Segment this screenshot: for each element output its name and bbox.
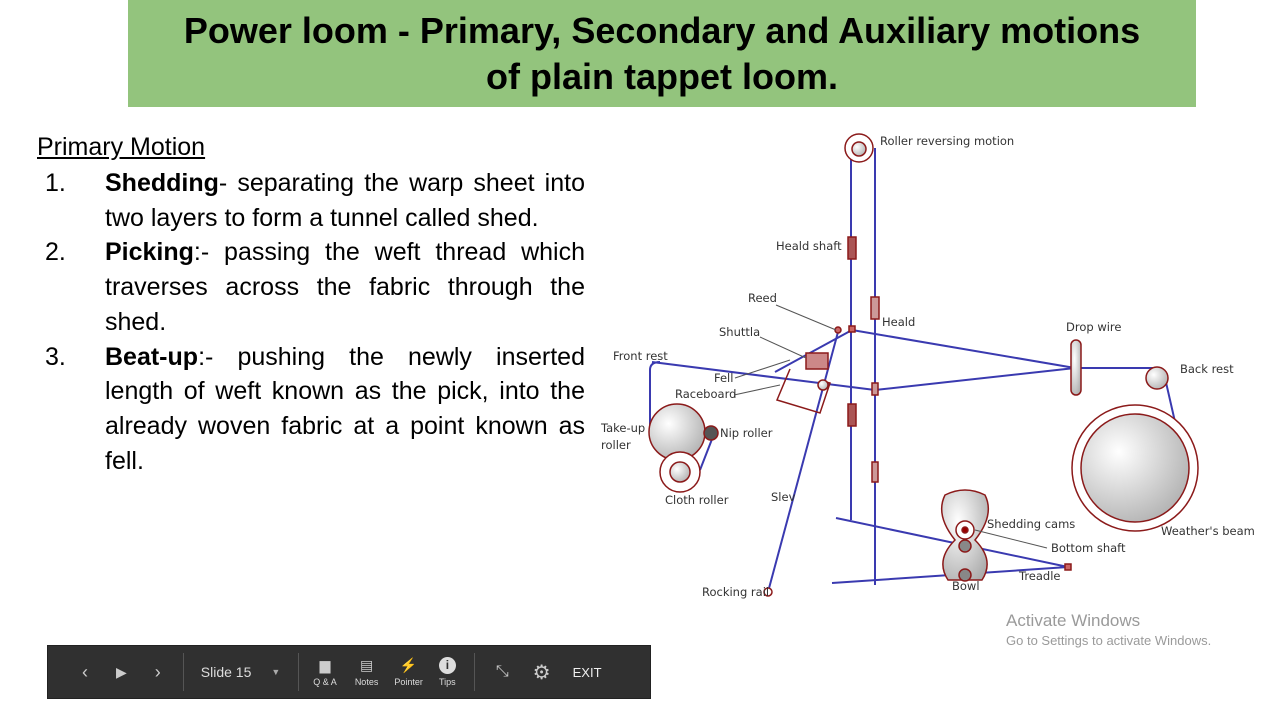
- play-button[interactable]: [116, 664, 127, 681]
- label-weavers-beam: Weather's beam: [1161, 524, 1255, 538]
- item-term: Beat-up: [105, 342, 199, 371]
- warp-lines: [650, 148, 1186, 592]
- divider: [298, 653, 299, 691]
- item-text: - separating the warp sheet into two layers to form a tunnel called shed.: [105, 169, 585, 232]
- label-heald-shaft: Heald shaft: [776, 239, 842, 253]
- watermark-subtitle: Go to Settings to activate Windows.: [1006, 633, 1212, 648]
- slide-selector[interactable]: [201, 664, 281, 680]
- watermark-title: Activate Windows: [1006, 611, 1141, 630]
- item-text: :- passing the weft thread which traverses across the fabric through the shed.: [105, 238, 585, 336]
- caret-down-icon: ▼: [271, 667, 281, 677]
- exit-fullscreen-icon: ⤡: [495, 663, 509, 680]
- label-take-up-1: Take-up: [601, 421, 646, 435]
- chevron-right-icon: ›: [154, 661, 161, 682]
- exit-button[interactable]: EXIT: [572, 664, 602, 680]
- machine-parts: [649, 134, 1198, 596]
- label-shedding-cams: Shedding cams: [987, 517, 1076, 531]
- label-front-rest: Front rest: [613, 349, 668, 363]
- shuttle-part: [806, 353, 828, 369]
- label-drop-wire: Drop wire: [1066, 320, 1122, 334]
- next-slide-button[interactable]: [155, 662, 161, 683]
- label-rocking-rail: Rocking rail: [702, 585, 770, 599]
- item-number: 2.: [45, 238, 66, 267]
- chat-icon: ▆: [319, 657, 331, 673]
- label-take-up-2: roller: [601, 438, 631, 452]
- label-roller-reversing: Roller reversing motion: [880, 134, 1015, 148]
- divider: [474, 653, 475, 691]
- label-nip-roller: Nip roller: [720, 426, 773, 440]
- item-term: Shedding: [105, 169, 219, 197]
- label-treadle: Treadle: [1019, 569, 1061, 583]
- item-number: 3.: [45, 342, 66, 371]
- label-bottom-shaft: Bottom shaft: [1051, 541, 1126, 555]
- qa-button[interactable]: ▆ Q & A: [313, 657, 337, 687]
- label-heald: Heald: [882, 315, 916, 329]
- label-raceboard: Raceboard: [675, 387, 737, 401]
- presenter-toolbar: [47, 645, 651, 699]
- label-back-rest: Back rest: [1180, 362, 1234, 376]
- label-bowl: Bowl: [952, 579, 980, 593]
- drop-wire-part: [1071, 340, 1081, 395]
- item-term: Picking: [105, 238, 194, 267]
- previous-slide-button[interactable]: [82, 662, 88, 683]
- laser-pointer-icon: ⚡: [399, 657, 418, 673]
- chevron-left-icon: ‹: [82, 661, 88, 682]
- pointer-button[interactable]: ⚡ Pointer: [394, 657, 423, 687]
- title-line-1: Power loom - Primary, Secondary and Auxiliary motions: [183, 10, 1141, 51]
- notes-icon: ▤: [359, 657, 374, 673]
- label-sley: Slev: [771, 490, 796, 504]
- item-number: 1.: [45, 169, 66, 197]
- play-icon: ▶: [116, 663, 127, 680]
- section-heading: Primary Motion: [37, 133, 206, 161]
- gear-icon: ⚙: [532, 661, 551, 684]
- activate-windows-watermark: [1006, 611, 1211, 648]
- back-rest-roller: [1146, 367, 1168, 389]
- divider: [183, 653, 184, 691]
- label-cloth-roller: Cloth roller: [665, 493, 729, 507]
- title-line-2: of plain tappet loom.: [486, 56, 838, 97]
- slide-label: Slide 15: [200, 664, 252, 680]
- notes-button[interactable]: ▤ Notes: [354, 657, 379, 687]
- heald-shaft-part: [848, 237, 856, 259]
- item-text: :- pushing the newly inserted length of weft known as the pick, into the already woven fabric at a point known as fell.: [105, 342, 585, 475]
- label-shuttle: Shuttla: [719, 325, 761, 339]
- settings-button[interactable]: [533, 660, 551, 685]
- tips-button[interactable]: i Tips: [439, 658, 456, 687]
- label-fell: Fell: [714, 371, 734, 385]
- label-reed: Reed: [748, 291, 777, 305]
- exit-fullscreen-button[interactable]: [496, 663, 509, 681]
- info-icon: i: [439, 657, 456, 674]
